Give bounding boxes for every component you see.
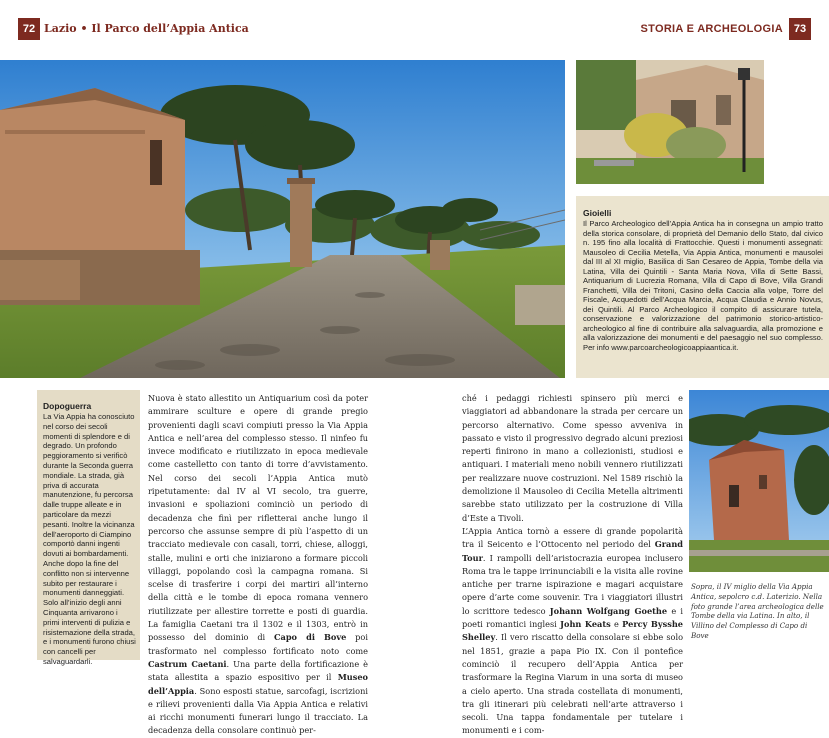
text-run: . Sono esposti statue, sarcofagi, iscrizioni e rilievi provenienti dalla Via Appia Antica e relativi ai ricchi monumenti funerari lungo il tracciato. La decadenza della consolare continuò per- [148, 685, 368, 736]
dopoguerra-sidebar [37, 390, 140, 666]
right-page-number: 73 [789, 18, 811, 40]
bold-term: Johann Wolfgang Goethe [549, 605, 668, 616]
bold-term: Grand Tour [462, 539, 683, 563]
bold-term: John Keats [560, 619, 611, 630]
gioielli-body: Il Parco Archeologico dell’Appia Antica ha in consegna un ampio tratto della storica consolare, di proprietà del Demanio dello Stato, dal civico n. 195 fino alla località di Frattocchie. Questi i monumenti assegnati: Mausoleo di Cecilia Metella, Via Appia Antica, monumenti e mausolei dal III al XI miglio, Basilica di San Cesareo de Appia, Tombe della via Latina, Villa dei Quintili - Santa Maria Nova, Villa di Sette Bassi, Antiquarium di Lucrezia Romana, Villa di Capo di Bove, Villa Grandi Franchetti, Villa dei Tritoni, Casino della Caccia alla volpe, Torre del Fiscale, Acquedotti dell’Acqua Marcia, Acqua Claudia e Annio Novus, dei Quintili. Al Parco Archeologico il compito di assicurare tutela, conservazione e valorizzazione del patrimonio storico-artistico-archeologico al fine di contribuire alla salvaguardia, alla promozione e alla valorizzazione dei monumenti e del paesaggio nel suo complesso. Per info www.parcoarcheologicoappiaantica.it. [583, 219, 823, 352]
text-run: Nuova è stato allestito un Antiquarium così da poter ammirare sculture e opere di grande pregio provenienti dagli scavi compiuti presso la Via Appia Antica e nell’area del complesso stesso. Il ninfeo fu invece modificato e riutilizzato in epoca medievale come castelletto con tanto di torre d’avvistamento. Nel corso dei secoli l’Appia Antica mutò ripetutamente: dal IV al VI secolo, tra guerre, invasioni e spoliazioni cominciò un periodo di decadenza che finì per rifletterai anche lungo il percorso che assunse sempre di più l’aspetto di un tracciato medievale con casali, torri, chiese, alloggi, stalle, mulini e orti che iniziarono a formare piccoli villaggi, popolando così la campagna romana. Si scelse di trasferire i corpi dei martiri all’interno della città e le tombe di epoca romana vennero riutilizzate per allestire torrette e posti di guardia. La famiglia Caetani tra il 1302 e il 1303, entrò in possesso del dominio di [148, 393, 368, 643]
text-run: . Il vero riscatto della consolare si ebbe solo nel 1851, grazie a papa Pio IX. Con il pontefice cominciò il recupero dell’Appia Antica per trasformare la Regina Viarum in una sorta di museo a cielo aperto. Una strada costellata di monumenti, tra gli itinerari più celebrati nell’arte attraverso i secoli. Una tappa fondamentale per tutelare i monumenti e i com- [462, 632, 683, 736]
left-running-title: Lazio • Il Parco dell’Appia Antica [44, 22, 249, 35]
body-column-1 [148, 392, 368, 738]
gioielli-title: Gioielli [583, 208, 612, 218]
paragraph: ché i pedaggi richiesti spinsero più merci e viaggiatori ad abbandonare la strada per cercare un percorso alternativo. Come spesso avveniva in passato e visto il progressivo degrado alcuni preziosi reperti finirono in mano a collezionisti, studiosi e antiquari. I materiali meno nobili vennero riutilizzati per realizzare nuove costruzioni. Nel 1589 rischiò la demolizione il Mausoleo di Cecilia Metella altrimenti sarebbe stato utilizzato per la costruzione di Villa d’Este a Tivoli. [462, 393, 683, 523]
gioielli-box [576, 196, 829, 378]
dopoguerra-title: Dopoguerra [43, 401, 92, 411]
text-run: L’Appia Antica tornò a essere di grande popolarità tra il Seicento e l’Ottocento nel periodo del [462, 525, 683, 550]
body-column-2 [462, 392, 683, 738]
photo-caption: Sopra, il IV miglio della Via Appia Antica, sepolcro c.d. Laterizio. Nella foto grande l’area archeologica delle Tombe della via Latina. In alto, il Villino del Complesso di Capo di Bove [691, 582, 824, 640]
text-run: . Una parte della fortificazione è stata allestita a spazio espositivo per il [148, 658, 368, 683]
text-run: e [610, 619, 623, 630]
photo-villino-capo-di-bove [576, 60, 764, 184]
bold-term: Castrum Caetani [148, 658, 227, 669]
left-page-number: 72 [18, 18, 40, 40]
main-photo-via-latina [0, 60, 565, 378]
photo-sepolcro-laterizio [689, 390, 829, 572]
text-run: . I rampolli dell’aristocrazia europea inclusero Roma tra le tappe irrinunciabili e la visita alle rovine antiche per trarne ispirazione e magari acquistare opere d’arte come souvenir. Tra i viaggiatori illustri lo scrittore tedesco [462, 552, 683, 616]
right-running-title: STORIA E ARCHEOLOGIA [640, 23, 783, 35]
text-run: poi trasformato nel complesso fortificato noto come [148, 632, 368, 656]
bold-term: Capo di Bove [274, 632, 347, 643]
dopoguerra-body: La Via Appia ha conosciuto nel corso dei secoli momenti di splendore e di degrado. Un profondo peggioramento si verificò durante la Seconda guerra mondiale. La strada, già priva di accurata manutenzione, fu percorsa dalle truppe alleate e in particolare da mezzi pesanti. Inoltre la vicinanza dell’aeroporto di Ciampino comportò danni ingenti dovuti ai bombardamenti. Anche dopo la fine del conflitto non si intervenne subito per restaurare i monumenti danneggiati. Solo all’inizio degli anni Cinquanta arrivarono i primi interventi di pulizia e risistemazione della strada, e i monumenti furono chiusi con cancelli per salvaguardarli. [43, 412, 136, 666]
bold-term: Museo dell’Appia [148, 672, 368, 696]
bold-term: Percy Bysshe Shelley [462, 619, 683, 643]
text-run: e i poeti romantici inglesi [462, 605, 684, 630]
